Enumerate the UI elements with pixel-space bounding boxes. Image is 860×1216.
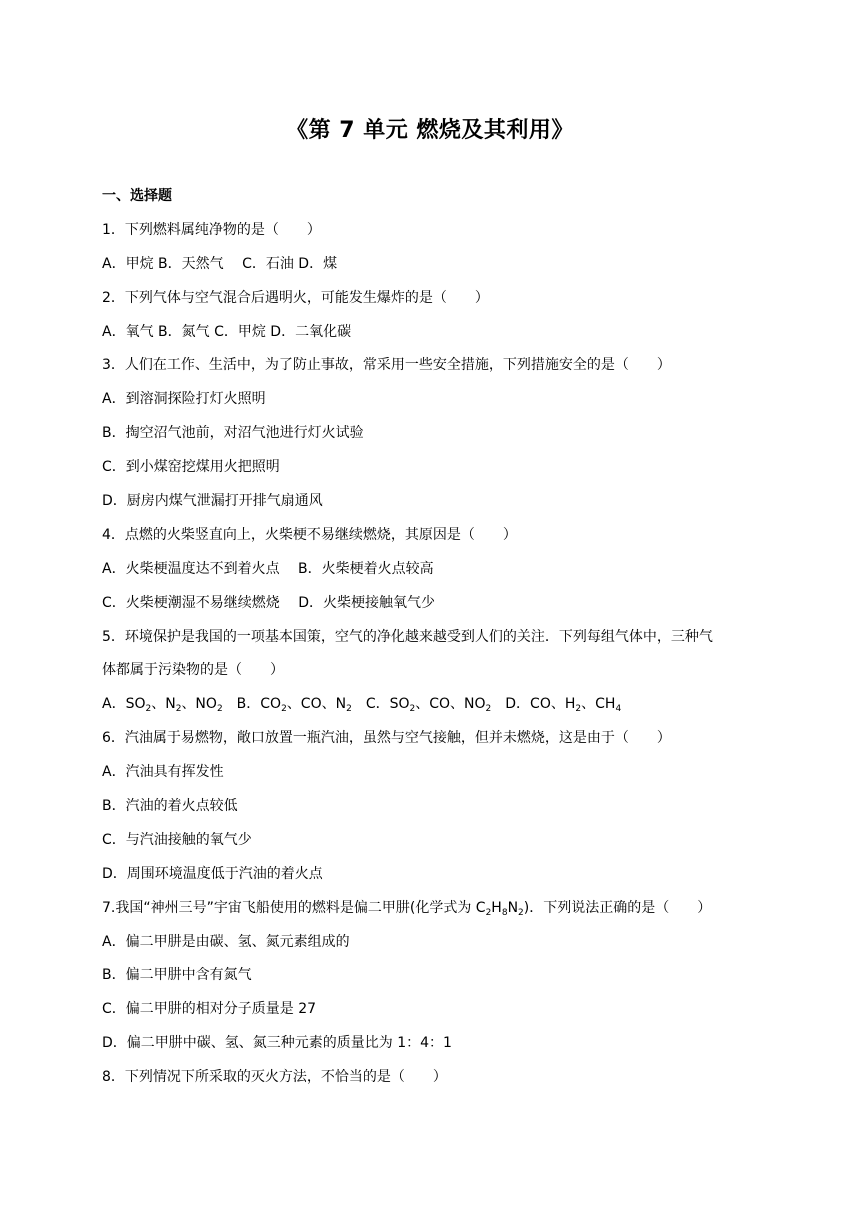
question-3-option-a: A．到溶洞探险打灯火照明 xyxy=(102,391,266,408)
question-2-options: A．氧气 B．氮气 C．甲烷 D．二氧化碳 xyxy=(102,323,352,340)
document-body xyxy=(102,186,782,1101)
question-8-stem: 8．下列情况下所采取的灭火方法，不恰当的是（ ） xyxy=(102,1069,447,1086)
question-5-stem-line1: 5．环境保护是我国的一项基本国策，空气的净化越来越受到人们的关注．下列每组气体中，三种气 xyxy=(102,628,713,645)
question-3-option-b: B．掏空沼气池前，对沼气池进行灯火试验 xyxy=(102,425,364,442)
question-4-options-cd: C．火柴梗潮湿不易继续燃烧 D．火柴梗接触氧气少 xyxy=(102,594,436,611)
question-5-options xyxy=(102,694,782,714)
question-3-option-d: D．厨房内煤气泄漏打开排气扇通风 xyxy=(102,493,323,510)
q5-option-a: A．$SO_2$、$N_2$、$NO_2$ xyxy=(102,696,223,715)
q5-option-b: B．$CO_2$、CO、$N_2$ xyxy=(236,696,352,715)
question-3-stem: 3．人们在工作、生活中，为了防止事故，常采用一些安全措施，下列措施安全的是（ ） xyxy=(102,357,671,374)
question-3-option-c: C．到小煤窑挖煤用火把照明 xyxy=(102,459,280,476)
question-5-stem-line2: 体都属于污染物的是（ ） xyxy=(102,662,284,679)
question-7-option-d: D．偏二甲肼中碳、氢、氮三种元素的质量比为 1：4：1 xyxy=(102,1035,452,1052)
question-6-option-b: B．汽油的着火点较低 xyxy=(102,798,238,815)
question-6-option-c: C．与汽油接触的氧气少 xyxy=(102,831,252,848)
question-7-option-a: A．偏二甲肼是由碳、氢、氮元素组成的 xyxy=(102,933,350,950)
question-4-options-ab: A．火柴梗温度达不到着火点 B．火柴梗着火点较高 xyxy=(102,560,434,577)
q5-option-d: D．CO、$H_2$、$CH_4$ xyxy=(505,696,622,715)
question-4-stem: 4．点燃的火柴竖直向上，火柴梗不易继续燃烧，其原因是（ ） xyxy=(102,526,517,543)
question-7-stem: 7.我国“神州三号”宇宙飞船使用的燃料是偏二甲肼(化学式为 $C_2H_8N_2$)．下列说法正确的是（ ） xyxy=(102,899,712,918)
q5-option-c: C．$SO_2$、CO、$NO_2$ xyxy=(365,696,492,715)
section-heading: 一、选择题 xyxy=(102,188,172,204)
question-6-option-a: A．汽油具有挥发性 xyxy=(102,764,224,781)
document-title: 《第 7 单元 燃烧及其利用》 xyxy=(286,118,574,143)
question-1-options: A．甲烷 B．天然气 C．石油 D．煤 xyxy=(102,255,338,272)
question-6-option-d: D．周围环境温度低于汽油的着火点 xyxy=(102,865,323,882)
question-7-option-b: B．偏二甲肼中含有氮气 xyxy=(102,967,252,984)
question-2-stem: 2．下列气体与空气混合后遇明火，可能发生爆炸的是（ ） xyxy=(102,289,489,306)
question-7-option-c: C．偏二甲肼的相对分子质量是 27 xyxy=(102,1001,317,1018)
question-1-stem: 1．下列燃料属纯净物的是（ ） xyxy=(102,221,321,238)
question-6-stem: 6．汽油属于易燃物，敞口放置一瓶汽油，虽然与空气接触，但并未燃烧，这是由于（ ） xyxy=(102,730,671,747)
